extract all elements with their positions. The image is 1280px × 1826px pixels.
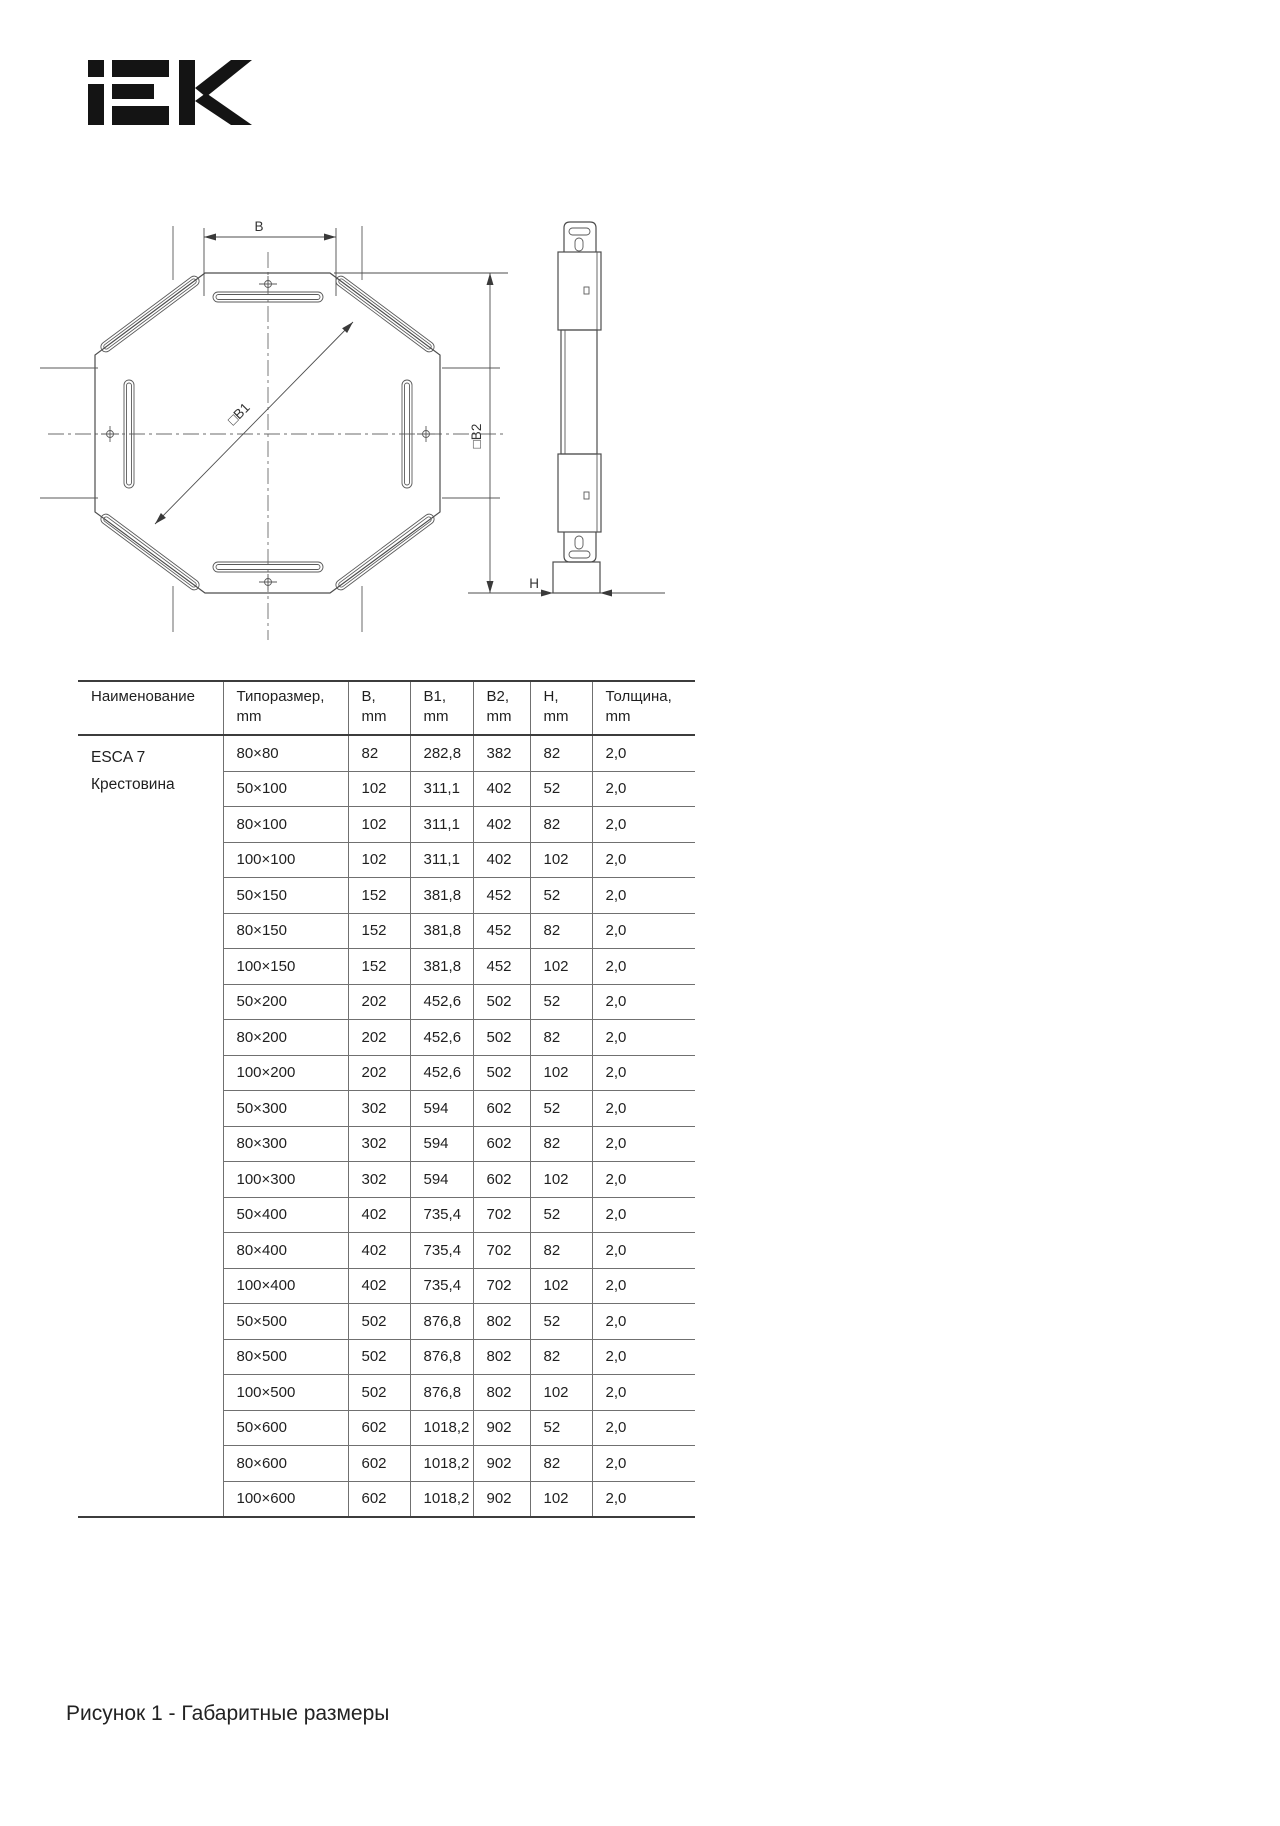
side-view	[553, 222, 601, 593]
table-cell: 1018,2	[410, 1446, 473, 1482]
table-cell: 381,8	[410, 949, 473, 985]
table-cell: 594	[410, 1091, 473, 1127]
table-cell: 1018,2	[410, 1410, 473, 1446]
table-cell: 502	[348, 1339, 410, 1375]
table-cell: 2,0	[592, 1197, 695, 1233]
table-cell: 502	[348, 1375, 410, 1411]
table-cell: 52	[530, 1304, 592, 1340]
table-cell: 311,1	[410, 842, 473, 878]
table-cell: 2,0	[592, 771, 695, 807]
table-cell: 52	[530, 1197, 592, 1233]
table-cell: 152	[348, 913, 410, 949]
table-cell: 382	[473, 735, 530, 771]
table-cell: 50×200	[223, 984, 348, 1020]
table-cell: 402	[473, 842, 530, 878]
table-cell: 902	[473, 1481, 530, 1517]
table-cell: 381,8	[410, 913, 473, 949]
table-cell: 2,0	[592, 1162, 695, 1198]
table-cell: 82	[530, 913, 592, 949]
table-cell: 102	[530, 949, 592, 985]
table-cell: 311,1	[410, 771, 473, 807]
table-cell: 2,0	[592, 1268, 695, 1304]
table-cell: 302	[348, 1126, 410, 1162]
figure-caption: Рисунок 1 - Габаритные размеры	[66, 1702, 390, 1725]
dim-label-b1: □B1	[224, 399, 253, 428]
table-cell: 2,0	[592, 1304, 695, 1340]
table-cell: 1018,2	[410, 1481, 473, 1517]
table-cell: 80×100	[223, 807, 348, 843]
table-cell: 381,8	[410, 878, 473, 914]
table-cell: 102	[530, 1375, 592, 1411]
table-cell: 902	[473, 1446, 530, 1482]
table-cell: 311,1	[410, 807, 473, 843]
table-cell: 82	[530, 1233, 592, 1269]
table-cell: 102	[348, 842, 410, 878]
table-cell: 735,4	[410, 1233, 473, 1269]
table-cell: 2,0	[592, 1410, 695, 1446]
dim-label-b2: □B2	[469, 423, 484, 449]
table-cell: 80×500	[223, 1339, 348, 1375]
table-cell: 602	[473, 1162, 530, 1198]
table-cell: 2,0	[592, 1126, 695, 1162]
table-cell: 80×80	[223, 735, 348, 771]
column-header: Типоразмер, mm	[223, 681, 348, 735]
table-cell: 82	[530, 1339, 592, 1375]
top-view	[40, 226, 500, 632]
table-cell: 2,0	[592, 1091, 695, 1127]
table-cell: 452,6	[410, 1020, 473, 1056]
table-cell: 702	[473, 1233, 530, 1269]
table-cell: 80×200	[223, 1020, 348, 1056]
table-cell: 502	[473, 984, 530, 1020]
technical-drawing	[30, 180, 680, 660]
table-cell: 602	[348, 1410, 410, 1446]
table-cell: 2,0	[592, 842, 695, 878]
table-cell: 100×200	[223, 1055, 348, 1091]
dimensions-table	[78, 680, 695, 1518]
table-cell: 502	[348, 1304, 410, 1340]
table-cell: 2,0	[592, 1481, 695, 1517]
table-cell: 82	[530, 1020, 592, 1056]
table-cell: 2,0	[592, 1055, 695, 1091]
table-cell: 2,0	[592, 1020, 695, 1056]
table-cell: 202	[348, 1055, 410, 1091]
table-cell: 402	[473, 771, 530, 807]
dimension-b	[204, 219, 336, 296]
table-cell: 50×600	[223, 1410, 348, 1446]
table-cell: 50×300	[223, 1091, 348, 1127]
table-cell: 202	[348, 984, 410, 1020]
table-row	[78, 735, 695, 771]
table-cell: 202	[348, 1020, 410, 1056]
table-cell: 735,4	[410, 1268, 473, 1304]
table-cell: 502	[473, 1055, 530, 1091]
table-cell: 452,6	[410, 1055, 473, 1091]
table-header	[78, 681, 695, 735]
table-cell: 402	[348, 1233, 410, 1269]
table-cell: 2,0	[592, 984, 695, 1020]
table-cell: 82	[530, 807, 592, 843]
table-cell: 52	[530, 771, 592, 807]
table-cell: 52	[530, 878, 592, 914]
table-cell: 802	[473, 1375, 530, 1411]
table-cell: 102	[348, 807, 410, 843]
table-cell: 102	[530, 842, 592, 878]
table-cell: 602	[348, 1481, 410, 1517]
table-cell: 2,0	[592, 735, 695, 771]
dim-label-b: B	[254, 219, 264, 234]
table-cell: 52	[530, 984, 592, 1020]
table-cell: 50×100	[223, 771, 348, 807]
table-cell: 52	[530, 1410, 592, 1446]
table-cell: 902	[473, 1410, 530, 1446]
table-cell: 82	[348, 735, 410, 771]
table-cell: 602	[473, 1091, 530, 1127]
table-cell: 302	[348, 1162, 410, 1198]
table-cell: 80×600	[223, 1446, 348, 1482]
table-cell: 2,0	[592, 949, 695, 985]
table-cell: 452,6	[410, 984, 473, 1020]
table-cell: 82	[530, 1446, 592, 1482]
table-cell: 502	[473, 1020, 530, 1056]
table-cell: 100×500	[223, 1375, 348, 1411]
table-cell: 402	[348, 1268, 410, 1304]
table-cell: 2,0	[592, 1375, 695, 1411]
table-cell: 302	[348, 1091, 410, 1127]
product-name: ESCA 7 Крестовина	[91, 749, 175, 793]
table-cell: 80×150	[223, 913, 348, 949]
table-cell: 52	[530, 1091, 592, 1127]
table-cell: 602	[473, 1126, 530, 1162]
table-cell: 102	[530, 1481, 592, 1517]
table-cell: 282,8	[410, 735, 473, 771]
table-cell: 594	[410, 1126, 473, 1162]
dimension-b2	[334, 273, 665, 593]
dimension-b1	[155, 322, 353, 524]
column-header: B, mm	[348, 681, 410, 735]
table-cell: 50×400	[223, 1197, 348, 1233]
table-cell: 2,0	[592, 1233, 695, 1269]
table-cell: 702	[473, 1197, 530, 1233]
table-cell: 876,8	[410, 1304, 473, 1340]
table-cell: 2,0	[592, 1339, 695, 1375]
table-cell: 802	[473, 1304, 530, 1340]
table-cell: 876,8	[410, 1375, 473, 1411]
table-cell: 80×400	[223, 1233, 348, 1269]
table-cell: 402	[473, 807, 530, 843]
table-cell: 100×600	[223, 1481, 348, 1517]
table-cell: 2,0	[592, 807, 695, 843]
table-cell: 452	[473, 949, 530, 985]
table-cell: 152	[348, 949, 410, 985]
table-cell: 2,0	[592, 1446, 695, 1482]
table-cell: 50×500	[223, 1304, 348, 1340]
table-cell: 100×400	[223, 1268, 348, 1304]
table-cell: 102	[530, 1055, 592, 1091]
table-cell: 100×300	[223, 1162, 348, 1198]
table-cell: 702	[473, 1268, 530, 1304]
column-header: Толщина, mm	[592, 681, 695, 735]
table-cell: 102	[530, 1162, 592, 1198]
table-cell: 100×100	[223, 842, 348, 878]
table-cell: 802	[473, 1339, 530, 1375]
table-cell: 102	[530, 1268, 592, 1304]
column-header: Наименование	[78, 681, 223, 735]
dim-label-h: H	[529, 576, 539, 591]
table-cell: 152	[348, 878, 410, 914]
table-cell: 102	[348, 771, 410, 807]
table-cell: 452	[473, 913, 530, 949]
table-cell: 594	[410, 1162, 473, 1198]
table-cell: 876,8	[410, 1339, 473, 1375]
iek-logo	[88, 60, 252, 125]
table-cell: 402	[348, 1197, 410, 1233]
table-cell: 452	[473, 878, 530, 914]
column-header: B2, mm	[473, 681, 530, 735]
table-cell: 2,0	[592, 878, 695, 914]
table-cell: 80×300	[223, 1126, 348, 1162]
table-cell: 82	[530, 735, 592, 771]
column-header: B1, mm	[410, 681, 473, 735]
table-cell: 2,0	[592, 913, 695, 949]
column-header: H, mm	[530, 681, 592, 735]
table-cell: 100×150	[223, 949, 348, 985]
table-cell: 82	[530, 1126, 592, 1162]
table-cell: 735,4	[410, 1197, 473, 1233]
table-cell: 50×150	[223, 878, 348, 914]
table-cell: 602	[348, 1446, 410, 1482]
